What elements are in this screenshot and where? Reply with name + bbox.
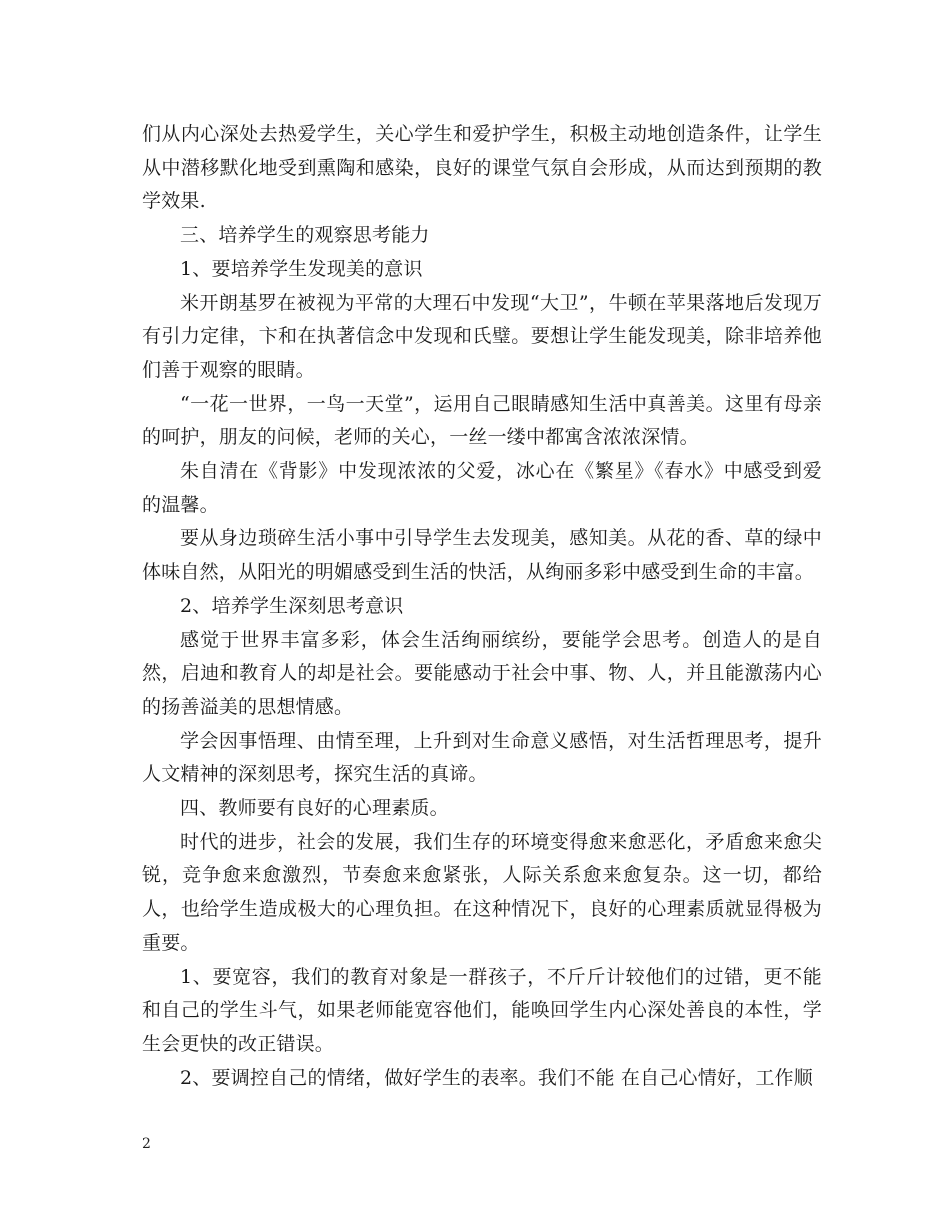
paragraph-13: 1、要宽容，我们的教育对象是一群孩子，不斤斤计较他们的过错，更不能和自己的学生斗气，如果老师能宽容他们，能唤回学生内心深处善良的本性，学生会更快的改正错误。	[142, 965, 822, 1055]
paragraph-10: 学会因事悟理、由情至理，上升到对生命意义感悟，对生活哲理思考，提升人文精神的深刻思考，探究生活的真谛。	[142, 729, 822, 786]
paragraph-12: 时代的进步，社会的发展，我们生存的环境变得愈来愈恶化，矛盾愈来愈尖锐，竞争愈来愈激烈，节奏愈来愈紧张，人际关系愈来愈复杂。这一切，都给人，也给学生造成极大的心理负担。在这种情况下，良好的心理素质就显得极为重要。	[142, 830, 822, 954]
paragraph-7: 要从身边琐碎生活小事中引导学生去发现美，感知美。从花的香、草的绿中体味自然，从阳光的明媚感受到生活的快活，从绚丽多彩中感受到生命的丰富。	[142, 527, 822, 584]
paragraph-6: 朱自清在《背影》中发现浓浓的父爱，冰心在《繁星》《春水》中感受到爱的温馨。	[142, 460, 822, 516]
subheading-3-2: 2、培养学生深刻思考意识	[180, 594, 404, 617]
heading-section-4: 四、教师要有良好的心理素质。	[180, 797, 449, 820]
heading-section-3: 三、培养学生的观察思考能力	[180, 224, 430, 247]
paragraph-14: 2、要调控自己的情绪，做好学生的表率。我们不能 在自己心情好，工作顺	[180, 1066, 813, 1089]
paragraph-9: 感觉于世界丰富多彩，体会生活绚丽缤纷，要能学会思考。创造人的是自然，启迪和教育人的却是社会。要能感动于社会中事、物、人，并且能激荡内心的扬善溢美的思想情感。	[142, 628, 822, 718]
subheading-3-1: 1、要培养学生发现美的意识	[180, 257, 423, 280]
paragraph-4: 米开朗基罗在被视为平常的大理石中发现“大卫”，牛顿在苹果落地后发现万有引力定律，卞和在执著信念中发现和氏璧。要想让学生能发现美，除非培养他们善于观察的眼睛。	[142, 291, 822, 381]
paragraph-1: 们从内心深处去热爱学生，关心学生和爱护学生，积极主动地创造条件，让学生从中潜移默化地受到熏陶和感染，良好的课堂气氛自会形成，从而达到预期的教学效果.	[142, 123, 822, 213]
document-body	[142, 118, 822, 1095]
page-number: 2	[142, 1136, 151, 1152]
paragraph-5: “一花一世界，一鸟一天堂”，运用自己眼睛感知生活中真善美。这里有母亲的呵护，朋友的问候，老师的关心，一丝一缕中都寓含浓浓深情。	[142, 392, 822, 449]
